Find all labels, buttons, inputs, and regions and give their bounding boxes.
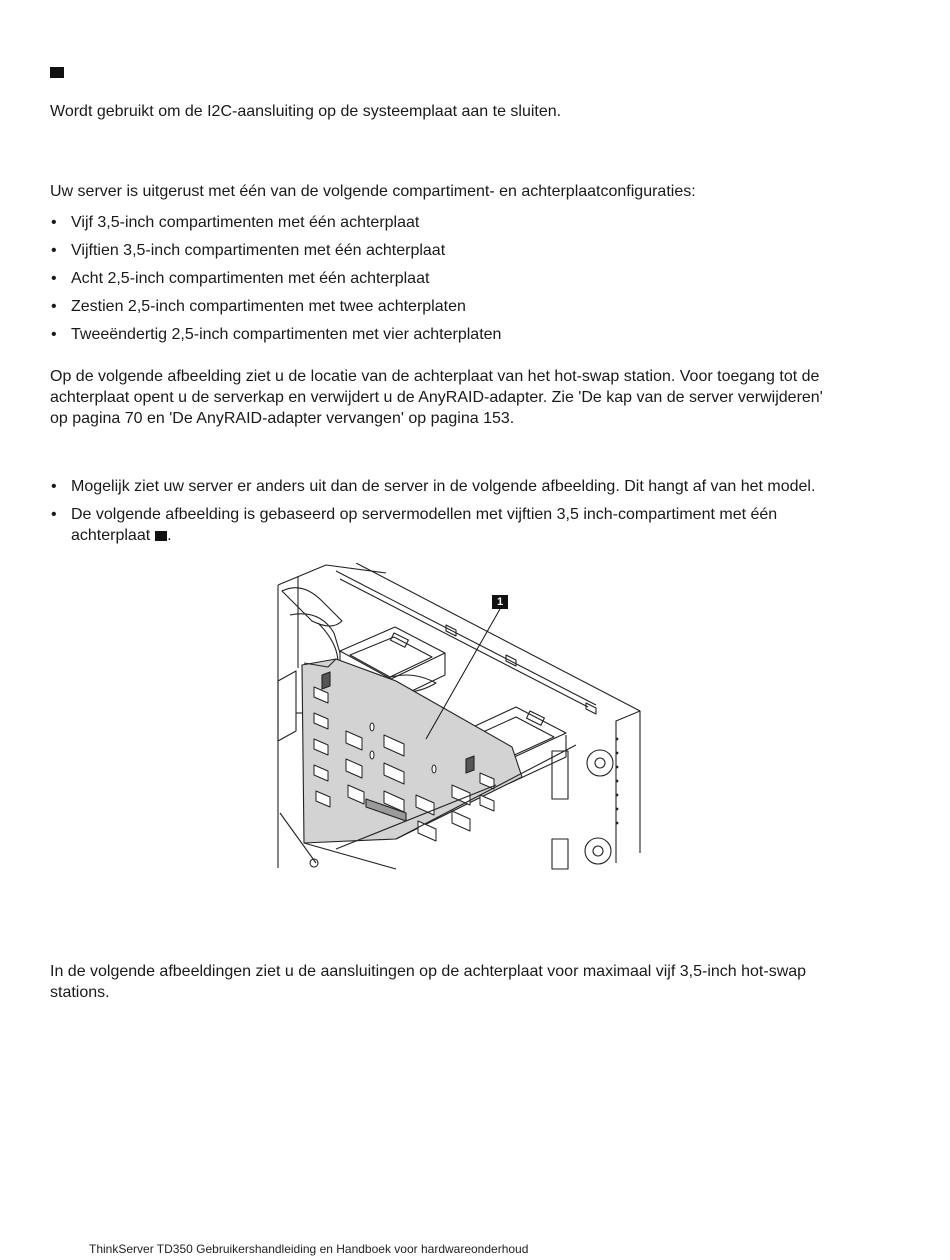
list-item: • Vijftien 3,5-inch compartimenten met één achterplaat	[50, 240, 910, 261]
callout-marker	[50, 67, 64, 78]
notes-list	[50, 476, 910, 546]
page-footer: ThinkServer TD350 Gebruikershandleiding en Handboek voor hardwareonderhoud	[89, 1242, 529, 1256]
connector-description: Wordt gebruikt om de I2C-aansluiting op de systeemplaat aan te sluiten.	[50, 103, 562, 120]
connectors-line: stations.	[50, 984, 110, 1001]
list-item: • De volgende afbeelding is gebaseerd op servermodellen met vijftien 3,5 inch-compartiment met één achterplaat .	[50, 504, 910, 546]
location-line: op pagina 70 en 'De AnyRAID-adapter vervangen' op pagina 153.	[50, 410, 515, 427]
list-item: • Tweeëndertig 2,5-inch compartimenten met vier achterplaten	[50, 324, 910, 345]
list-item: • Zestien 2,5-inch compartimenten met twee achterplaten	[50, 296, 910, 317]
config-list	[50, 212, 910, 345]
note-text: De volgende afbeelding is gebaseerd op servermodellen met vijftien 3,5 inch-compartiment met één	[71, 506, 778, 523]
location-line: achterplaat opent u de serverkap en verwijdert u de AnyRAID-adapter. Zie 'De kap van de server verwijderen'	[50, 389, 823, 406]
config-intro: Uw server is uitgerust met één van de volgende compartiment- en achterplaatconfiguraties:	[50, 183, 696, 200]
connectors-line: In de volgende afbeeldingen ziet u de aansluitingen op de achterplaat voor maximaal vijf 3,5-inch hot-swap	[50, 963, 807, 980]
connectors-paragraph	[50, 961, 900, 1003]
location-paragraph	[50, 366, 900, 429]
list-item: • Vijf 3,5-inch compartimenten met één achterplaat	[50, 212, 910, 233]
note-text: achterplaat	[71, 527, 151, 544]
list-item: • Acht 2,5-inch compartimenten met één achterplaat	[50, 268, 910, 289]
figure-callout-1: 1	[492, 595, 508, 609]
server-chassis-drawing	[276, 563, 642, 871]
callout-marker	[155, 531, 167, 541]
location-line: Op de volgende afbeelding ziet u de locatie van de achterplaat van het hot-swap station. Voor toegang tot de	[50, 368, 820, 385]
list-item: • Mogelijk ziet uw server er anders uit dan de server in de volgende afbeelding. Dit hangt af van het model.	[50, 476, 910, 497]
backplane-illustration	[276, 563, 642, 871]
